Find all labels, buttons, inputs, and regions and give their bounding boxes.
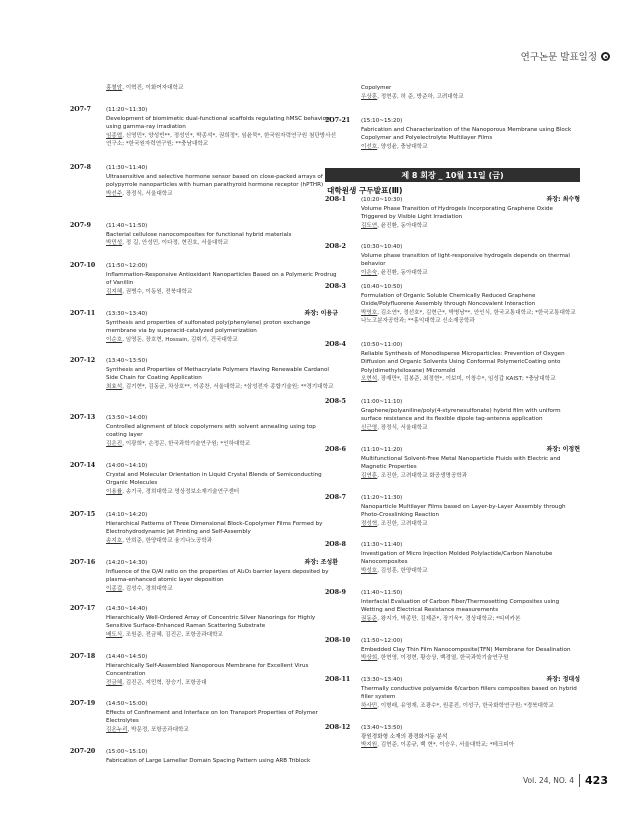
entry-time: (11:10~11:20) <box>361 447 403 453</box>
chair-label: 좌장: 이용규 <box>304 310 338 317</box>
entry-authors <box>106 132 338 149</box>
author-rest: , 김성수, 경희대학교 <box>122 585 173 592</box>
entry-time: (11:40~11:50) <box>361 590 403 596</box>
entry-time: (15:10~15:20) <box>361 118 403 124</box>
entry-time: (10:50~11:00) <box>361 342 403 348</box>
entry-authors <box>361 424 580 433</box>
author-rest: , 조진한, 고려대학교 <box>377 520 428 527</box>
entry-authors <box>361 702 580 711</box>
entry-authors <box>361 567 580 576</box>
author-first: 홍철암 <box>106 85 123 91</box>
entry-authors <box>361 375 580 384</box>
session-title: 대학원생 구두발표(Ⅲ) <box>327 186 403 195</box>
entry-title: Controlled alignment of block copolymers with solvent annealing using top coating layer <box>106 423 316 438</box>
entry-title: Influence of the O/Al ratio on the properties of Al₂O₃ barrier layers deposited by plasma-enhanced atomic layer deposition <box>106 568 329 583</box>
entry-code: 2O7-15 <box>70 511 96 518</box>
entry-time: (13:40~13:50) <box>361 725 403 731</box>
entry-time: (11:40~11:50) <box>106 223 148 229</box>
entry-time: (11:50~12:00) <box>361 638 403 644</box>
entry-title: Synthesis and properties of sulfonated poly(phenylene) proton exchange membrane via by superacid-catalyzed polymerization <box>106 319 311 334</box>
entry-title: Inflammation-Responsive Antioxidant Nanoparticles Based on a Polymeric Prodrug of Vanillin <box>106 271 337 286</box>
entry-time: (14:30~14:40) <box>106 606 148 612</box>
entry-title: Volume Phase Transition of Hydrogels Incorporating Graphene Oxide Triggered by Visible Light Irradiation <box>361 205 553 220</box>
entry-time: (14:50~15:00) <box>106 701 148 707</box>
entry-authors <box>361 143 580 152</box>
author-first: 김온누리 <box>106 726 128 733</box>
entry-title: Hierarchically Self-Assembled Nanoporous Membrane for Excellent Virus Concentration <box>106 662 309 677</box>
author-first: 김은진 <box>106 440 123 447</box>
entry-time: (13:40~13:50) <box>106 358 148 364</box>
author-rest: , 장정식, 서울대학교 <box>122 190 173 197</box>
page-footer <box>523 774 608 787</box>
entry-title: Crystal and Molecular Orientation in Liquid Crystal Blends of Semiconducting Organic Molecules <box>106 471 322 486</box>
entry-authors <box>106 288 338 297</box>
entry-time: (14:00~14:10) <box>106 463 148 469</box>
entry-time: (11:30~11:40) <box>361 542 403 548</box>
entry-authors <box>106 631 338 640</box>
author-rest: , 권병수, 이동원, 전북대학교 <box>122 288 193 295</box>
author-first: 임종엽 <box>106 132 123 139</box>
entry-title: Development of biomimetic dual-functional scaffolds regulating hMSC behaviors using gamma-ray irradiation <box>106 115 332 130</box>
chair-label: 좌장: 조성환 <box>304 559 338 566</box>
entry-authors <box>106 239 338 248</box>
author-first: 박영호 <box>361 309 378 316</box>
author-rest: , 장정식, 서울대학교 <box>377 424 428 431</box>
entry-authors <box>361 520 580 529</box>
entry-code: 2O8-8 <box>325 541 346 548</box>
entry-time: (15:00~15:10) <box>106 749 148 755</box>
author-first: 김연훈 <box>361 472 378 479</box>
author-rest: , 송기국, 경희대학교 영상정보소재기술연구센터 <box>122 488 240 495</box>
author-rest: , 안희준, 한양대학교 융기나노공학과 <box>122 537 213 544</box>
author-rest: , 왕지가, 박종만, 김제준*, 장기욱*, 경상대학교; *티비카본 <box>377 615 521 622</box>
entry-time: (11:50~12:00) <box>106 263 148 269</box>
entry-title: Volume phase transition of light-responsive hydrogels depends on thermal behavior <box>361 252 570 267</box>
entry-code: 2O8-1 <box>325 196 346 203</box>
author-first: 배도식 <box>106 631 123 638</box>
entry-code: 2O8-12 <box>325 724 351 731</box>
entry-code: 2O8-7 <box>325 494 346 501</box>
entry-code: 2O8-4 <box>325 341 346 348</box>
entry-title: Reliable Synthesis of Monodisperse Microparticles: Prevention of Oxygen Diffusion and Organic Solvents Using Conformal PolymericCoating onto Poly(dimethylsiloxane) Micromold <box>361 350 565 374</box>
header-label: 연구논문 발표일정 <box>520 52 597 63</box>
entry-title: Fabrication of Large Lamellar Domain Spacing Pattern using ARB Triblock <box>106 757 311 764</box>
author-first: 이순호 <box>106 336 123 343</box>
entry-authors <box>106 336 338 345</box>
entry-authors <box>106 190 338 199</box>
entry-time: (11:20~11:30) <box>361 495 403 501</box>
author-rest: , 김기현*, 김동균, 차상호**, 이종찬, 서울대학교; *삼성전자 종합기술원; **경기대학교 <box>122 383 334 390</box>
entry-code: 2O8-10 <box>325 637 351 644</box>
entry-authors <box>361 615 580 624</box>
chair-label: 좌장: 이정현 <box>546 446 580 453</box>
entry-authors <box>106 679 338 688</box>
entry-time: (14:20~14:30) <box>106 560 148 566</box>
author-rest: , 장재만*, 김봉준, 최정현*, 이보미, 이창수*, 임성갑 KAIST; *충남대학교 <box>377 376 556 382</box>
author-rest: , 양성윤, 충남대학교 <box>377 143 428 150</box>
author-first: 김도연 <box>361 222 378 229</box>
entry-authors <box>361 654 580 663</box>
author-first: 이용률 <box>106 488 123 495</box>
bullet-circle-icon <box>601 52 610 61</box>
page-number: 423 <box>579 774 608 787</box>
entry-time: (13:30~13:40) <box>106 311 148 317</box>
entry-time: (14:40~14:50) <box>106 654 148 660</box>
entry-authors <box>106 585 338 594</box>
author-rest: , 이광희*, 손정곤, 한국과학기술연구원; *인하대학교 <box>122 440 251 447</box>
author-first: 최효석 <box>106 383 123 390</box>
entry-code: 2O7-9 <box>70 222 91 229</box>
entry-code: 2O8-11 <box>325 676 351 683</box>
author-first: 전금혜 <box>106 679 123 686</box>
entry-code: 2O7-8 <box>70 164 91 171</box>
entry-title: Synthesis and Properties of Methacrylate Polymers Having Renewable Cardanol Side Chain for Coating Application <box>106 366 329 381</box>
entry-code: 2O7-21 <box>325 117 351 124</box>
author-first: 하사민 <box>361 702 378 709</box>
entry-time: (11:20~11:30) <box>106 107 148 113</box>
entry-code: 2O7-20 <box>70 748 96 755</box>
author-first: 신근영 <box>361 424 378 431</box>
entry-code: 2O7-7 <box>70 106 91 113</box>
entry-title: Fabrication and Characterization of the Nanoporous Membrane using Block Copolymer and Polyelectrolyte Multilayer Films <box>361 126 572 141</box>
author-first: 이종걸 <box>106 585 123 592</box>
volume-label: Vol. 24, NO. 4 <box>522 776 575 785</box>
entry-title: Bacterial cellulose nanocomposites for functional hybrid materials <box>106 231 292 238</box>
entry-code: 2O7-18 <box>70 653 96 660</box>
author-first: 박지원 <box>361 742 378 748</box>
entry-code: 2O8-5 <box>325 398 346 405</box>
author-first: 오현석 <box>361 376 378 382</box>
entry-authors <box>361 472 580 481</box>
entry-code: 2O7-17 <box>70 605 96 612</box>
entry-title: 광원경화형 소재의 광경화거동 분석 <box>361 733 448 740</box>
entry-authors <box>361 741 580 750</box>
entry-authors <box>361 222 580 231</box>
entry-time: (13:30~13:40) <box>361 677 403 683</box>
author-first: 박상희 <box>361 655 378 661</box>
author-rest: , 이형래, 유영재, 조광수*, 원종진, 이성구, 한국화학연구원; *경북대학교 <box>377 702 554 709</box>
entry-code: 2O8-3 <box>325 283 346 290</box>
entry-title: Multifunctional Solvent-Free Metal Nanoparticle Fluids with Electric and Magnetic Properties <box>361 455 561 470</box>
entry-title: Copolymer <box>361 85 392 91</box>
author-rest: , 윤진환, 동아대학교 <box>377 222 428 229</box>
author-rest: , 이혁진, 이화여자대학교 <box>122 85 184 91</box>
entry-title: Hierarchically Well-Ordered Array of Concentric Silver Nanorings for Highly Sensitive Surface-Enhanced Raman Scattering Substrate <box>106 614 316 629</box>
author-rest: , 임영돈, 장호현, Hossain, 김휘기, 건국대학교 <box>122 336 238 343</box>
author-first: 박민성 <box>106 240 123 246</box>
entry-code: 2O8-2 <box>325 243 346 250</box>
page-header <box>521 49 610 63</box>
entry-title: Investigation of Micro Injection Molded Polylactide/Carbon Nanotube Nanocomposites <box>361 550 553 565</box>
entry-time: (10:40~10:50) <box>361 284 403 290</box>
entry-code: 2O7-13 <box>70 414 96 421</box>
author-first: 김지혜 <box>106 288 123 295</box>
author-rest: , 한현영, 이정현, 황승상, 백경열, 한국과학기술연구원 <box>377 655 509 661</box>
entry-title: Hierarchical Patterns of Three Dimensional Block-Copolymer Films Formed by Electrohydrodynamic Jet Printing and Self-Assembly <box>106 520 323 535</box>
entry-time: (10:30~10:40) <box>361 244 403 250</box>
entry-title: Thermally conductive polyamide 6/carbon fillers composites based on hybrid filler system <box>361 685 577 700</box>
author-rest: , 조진한, 고려대학교 화공생명공학과 <box>377 472 468 479</box>
entry-time: (13:50~14:00) <box>106 415 148 421</box>
author-rest: , 김성훈, 한양대학교 <box>377 567 428 574</box>
entry-title: Ultrasensitive and selective hormone sensor based on close-packed arrays of polypyrrole nanoparticles with human parathyroid hormone receptor (hPTHR) <box>106 173 324 188</box>
author-first: 박성호 <box>361 567 378 574</box>
entry-code: 2O8-6 <box>325 446 346 453</box>
entry-authors <box>361 309 580 326</box>
entry-time: (14:10~14:20) <box>106 512 148 518</box>
author-first: 이선호 <box>361 143 378 150</box>
entry-authors <box>106 440 338 449</box>
author-rest: , 김현준, 이종규, 백 현*, 이승우, 서울대학교; *테크피아 <box>377 742 515 748</box>
author-rest: , 윤진환, 동아대학교 <box>377 269 428 276</box>
session-banner: 제 8 회장 _ 10월 11일 (금) <box>325 168 580 182</box>
author-first: 이은숙 <box>361 269 378 276</box>
entry-code: 2O7-19 <box>70 700 96 707</box>
author-rest: , 김소연*, 정선호*, 김현근*, 박병남**, 안인식, 한국교통대학교; *한국교통대학교 나노고분자공학과; **홍익대학교 신소재공학과 <box>361 309 576 324</box>
entry-code: 2O7-12 <box>70 357 96 364</box>
author-first: 우상훈 <box>361 93 378 100</box>
chair-label: 좌장: 최수형 <box>546 196 580 203</box>
entry-time: (11:30~11:40) <box>106 165 148 171</box>
entry-title: Interfacial Evaluation of Carbon Fiber/Thermosetting Composites using Wetting and Electrical Resistance measurements <box>361 598 560 613</box>
entry-code: 2O7-11 <box>70 310 96 317</box>
entry-authors <box>106 383 338 392</box>
entry-time: (11:00~11:10) <box>361 399 403 405</box>
entry-title: Embedded Clay Thin Film Nanocomposite(TFN) Membrane for Desalination <box>361 646 571 653</box>
author-rest: , 박문정, 포항공과대학교 <box>127 726 189 733</box>
author-first: 박선주 <box>106 190 123 197</box>
author-first: 권동준 <box>361 615 378 622</box>
author-rest: , 정 길, 안성민, 이다정, 현진호, 서울대학교 <box>122 240 229 246</box>
entry-title: Nanoparticle Multilayer Films based on Layer-by-Layer Assembly through Photo-Crosslinking Reaction <box>361 503 566 518</box>
author-rest: , 정현종, 허 준, 방준하, 고려대학교 <box>377 93 464 100</box>
author-rest: , 신영민*, 양성빈**, 정성인*, 박종석*, 권희정*, 임윤묵*, 한국원자력연구원 첨단방사선연구소; *한국원자력연구원; **충남대학교 <box>106 132 336 147</box>
entry-code: 2O7-10 <box>70 262 96 269</box>
author-rest: , 김진곤, 지민혁, 장승기, 포항공대 <box>122 679 207 686</box>
entry-title: Effects of Confinement and Interface on Ion Transport Properties of Polymer Electrolytes <box>106 709 318 724</box>
entry-code: 2O8-9 <box>325 589 346 596</box>
entry-code: 2O7-16 <box>70 559 96 566</box>
author-rest: , 조원준, 전금혜, 김진곤, 포항공과대학교 <box>122 631 223 638</box>
entry-authors <box>106 726 338 735</box>
entry-authors <box>361 269 580 278</box>
entry-authors <box>106 488 338 497</box>
entry-title: Graphene/polyaniline/poly(4-styrenesulfonate) hybrid film with uniform surface resistance and its flexible dipole tag-antenna application <box>361 407 561 422</box>
entry-code: 2O7-14 <box>70 462 96 469</box>
chair-label: 좌장: 정대성 <box>546 676 580 683</box>
entry-title: Formulation of Organic Soluble Chemically Reduced Graphene Oxide/Polyfluorene Assembly through Noncovalent Interaction <box>361 292 536 307</box>
entry-authors <box>106 537 338 546</box>
author-first: 정성혁 <box>361 520 378 527</box>
author-first: 송지호 <box>106 537 123 544</box>
entry-time: (10:20~10:30) <box>361 197 403 203</box>
